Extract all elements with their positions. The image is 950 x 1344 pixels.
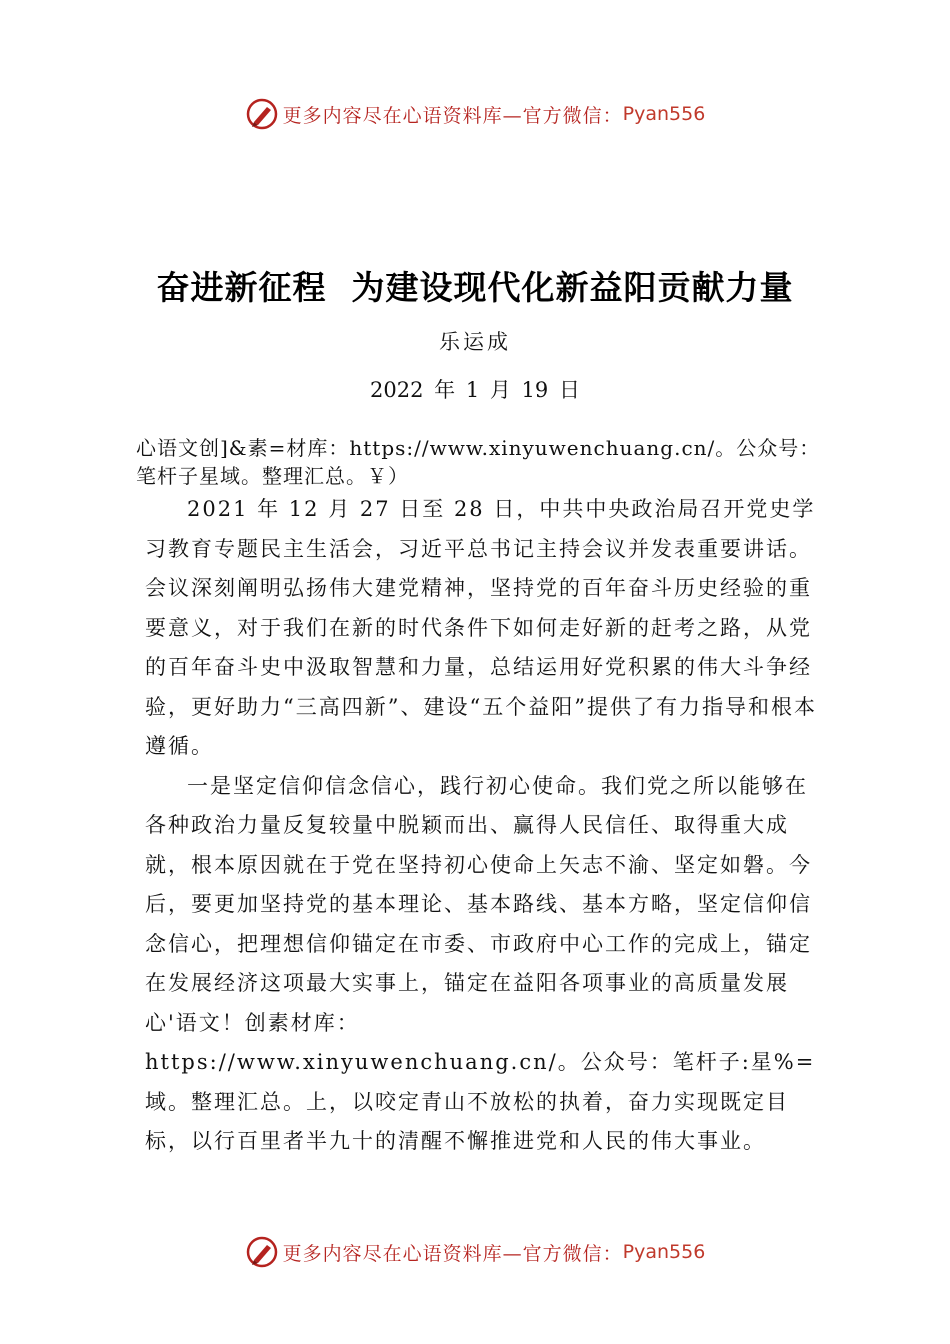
header-banner: [0, 94, 950, 134]
source-note: 心语文创]&素=材库：https://www.xinyuwenchuang.cn/。公众号：笔杆子星域。整理汇总。￥）: [136, 436, 821, 488]
pen-logo-icon: [245, 97, 279, 131]
paragraph-1: 2021 年 12 月 27 日至 28 日，中共中央政治局召开党史学习教育专题民主生活会，习近平总书记主持会议并发表重要讲话。会议深刻阐明弘扬伟大建党精神，坚持党的百年奋斗历史经验的重要意义，对于我们在新的时代条件下如何走好新的赶考之路，从党的百年奋斗史中汲取智慧和力量，总结运用好党积累的伟大斗争经验，更好助力“三高四新”、建设“五个益阳”提供了有力指导和根本遵循。: [145, 497, 817, 758]
banner-text: 更多内容尽在心语资料库—官方微信：: [282, 104, 623, 127]
article-body: [145, 490, 825, 1162]
banner-wechat-id: Pyan556: [622, 103, 706, 125]
paragraph-2: 一是坚定信仰信念信心，践行初心使命。我们党之所以能够在各种政治力量反复较量中脱颖而出、赢得人民信任、取得重大成就，根本原因就在于党在坚持初心使命上矢志不渝、坚定如磐。今后，要更加坚持党的基本理论、基本路线、基本方略，坚定信仰信念信心，把理想信仰锚定在市委、市政府中心工作的完成上，锚定在发展经济这项最大实事上，锚定在益阳各项事业的高质量发展心'语文！创素材库：: [145, 773, 812, 1035]
banner-text: 更多内容尽在心语资料库—官方微信：: [282, 1242, 623, 1265]
date: 2022 年 1 月 19 日: [370, 378, 580, 402]
pen-logo-icon: [245, 1235, 279, 1269]
paragraph-3: https://www.xinyuwenchuang.cn/。公众号：笔杆子:星%=域。整理汇总。上，以咬定青山不放松的执着，奋力实现既定目标，以行百里者半九十的清醒不懈推进党和人民的伟大事业。: [145, 1050, 816, 1153]
author: 乐运成: [439, 330, 511, 354]
document-title: 奋进新征程 为建设现代化新益阳贡献力量: [156, 268, 794, 307]
banner-wechat-id: Pyan556: [622, 1241, 706, 1263]
footer-banner: [0, 1232, 950, 1272]
